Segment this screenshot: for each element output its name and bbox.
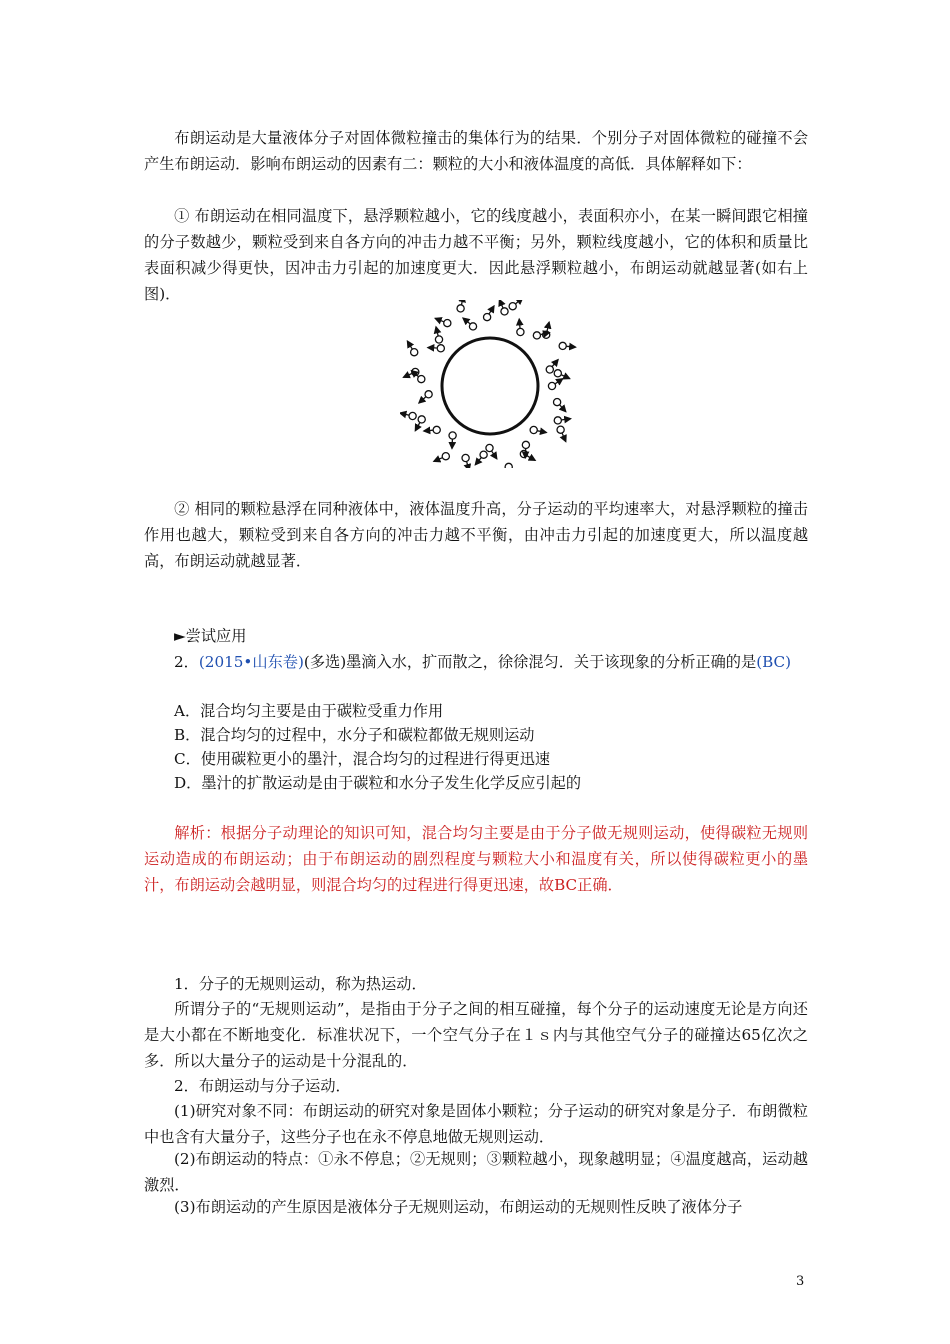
question-answer: (BC) xyxy=(756,653,792,671)
molecule xyxy=(437,345,444,352)
velocity-arrow xyxy=(415,423,419,431)
velocity-arrow xyxy=(462,300,464,305)
molecule xyxy=(425,391,432,398)
velocity-arrow xyxy=(467,462,469,468)
velocity-arrow xyxy=(552,360,558,367)
molecule xyxy=(546,366,553,373)
option-b: B．混合均匀的过程中，水分子和碳粒都做无规则运动 xyxy=(174,726,535,744)
molecule xyxy=(411,349,418,356)
velocity-arrow xyxy=(419,397,426,403)
velocity-arrow xyxy=(403,374,411,378)
molecule xyxy=(559,342,566,349)
molecule xyxy=(484,314,491,321)
velocity-arrow xyxy=(555,379,562,384)
velocity-arrow xyxy=(489,306,494,314)
velocity-arrow xyxy=(492,451,497,459)
paragraph-brownian-cause: 布朗运动是大量液体分子对固体微粒撞击的集体行为的结果．个别分子对固体微粒的碰撞不会产生布朗运动．影响布朗运动的因素有二：颗粒的大小和液体温度的高低．具体解释如下： xyxy=(144,129,808,173)
page-number: 3 xyxy=(796,1274,805,1289)
molecule xyxy=(554,399,561,406)
practice-heading: ►尝试应用 xyxy=(174,627,247,645)
paragraph-particle-size: ① 布朗运动在相同温度下，悬浮颗粒越小，它的线度越小，表面积亦小，在某一瞬间跟它相撞的分子数越少，颗粒受到来自各方向的冲击力越不平衡；另外，颗粒线度越小，它的体积和质量比表面积减少得更快，因冲击力引起的加速度更大．因此悬浮颗粒越小，布朗运动就越显著(如右上图)． xyxy=(144,207,808,303)
paragraph-random-motion: 所谓分子的“无规则运动”，是指由于分子之间的相互碰撞，每个分子的运动速度无论是方向还是大小都在不断地变化．标准状况下，一个空气分子在１ｓ内与其他空气分子的碰撞达65亿次之多．所以大量分子的运动是十分混乱的． xyxy=(144,1000,808,1070)
paragraph-temperature: ② 相同的颗粒悬浮在同种液体中，液体温度升高，分子运动的平均速率大，对悬浮颗粒的撞击作用也越大，颗粒受到来自各方向的冲击力越不平衡，由冲击力引起的加速度更大，所以温度越高，布朗运动就越显著． xyxy=(144,500,808,570)
molecule xyxy=(509,303,516,310)
velocity-arrow xyxy=(562,419,571,420)
paragraph-research-object: (1)研究对象不同：布朗运动的研究对象是固体小颗粒；分子运动的研究对象是分子．布朗微粒中也含有大量分子，这些分子也在永不停息地做无规则运动． xyxy=(144,1102,808,1146)
option-c: C．使用碳粒更小的墨汁，混合均匀的过程进行得更迅速 xyxy=(174,750,551,768)
paragraph-features: (2)布朗运动的特点：①永不停息；②无规则；③颗粒越小，现象越明显；④温度越高，运动越激烈． xyxy=(144,1150,808,1194)
velocity-arrow xyxy=(562,433,566,441)
molecule xyxy=(554,417,561,424)
question-2: 2．(2015•山东卷)(多选)墨滴入水，扩而散之，徐徐混匀．关于该现象的分析正确的是(BC) xyxy=(174,653,792,671)
velocity-arrow xyxy=(538,431,547,433)
large-particle xyxy=(442,338,538,434)
velocity-arrow xyxy=(407,341,412,349)
molecule xyxy=(522,441,529,448)
molecule xyxy=(548,382,555,389)
molecule xyxy=(505,463,512,468)
paragraph-cause: (3)布朗运动的产生原因是液体分子无规则运动，布朗运动的无规则性反映了液体分子 xyxy=(174,1198,743,1216)
velocity-arrow xyxy=(475,458,481,465)
molecule xyxy=(457,305,464,312)
velocity-arrow xyxy=(562,375,570,379)
molecule xyxy=(486,444,493,451)
molecule xyxy=(449,432,456,439)
analysis-text: 解析：根据分子动理论的知识可知，混合均匀主要是由于分子做无规则运动，使得碳粒无规则运动造成的布朗运动；由于布朗运动的剧烈程度与颗粒大小和温度有关，所以使得碳粒更小的墨汁，布朗运动会越明显，则混合均匀的过程进行得更迅速，故BC正确． xyxy=(144,824,808,894)
option-a: A．混合均匀主要是由于碳粒受重力作用 xyxy=(174,702,444,720)
molecule xyxy=(554,370,561,377)
molecule xyxy=(530,426,537,433)
molecule xyxy=(533,332,540,339)
point-2-heading: 2．布朗运动与分子运动． xyxy=(174,1077,351,1095)
question-source: (2015•山东卷) xyxy=(198,653,304,671)
velocity-arrow xyxy=(463,318,470,324)
velocity-arrow xyxy=(435,318,443,321)
brownian-motion-figure xyxy=(400,300,580,468)
velocity-arrow xyxy=(400,413,409,415)
molecule xyxy=(418,416,425,423)
molecule xyxy=(444,320,451,327)
molecule xyxy=(480,451,487,458)
molecule xyxy=(520,450,527,457)
molecule xyxy=(543,331,550,338)
velocity-arrow xyxy=(436,327,438,336)
velocity-arrow xyxy=(424,430,433,431)
molecule xyxy=(501,308,508,315)
option-d: D．墨汁的扩散运动是由于碳粒和水分子发生化学反应引起的 xyxy=(174,774,582,792)
molecule xyxy=(433,426,440,433)
velocity-arrow xyxy=(560,405,566,412)
velocity-arrow xyxy=(519,319,520,328)
molecule xyxy=(442,453,449,460)
velocity-arrow xyxy=(434,458,442,462)
point-1-heading: 1．分子的无规则运动，称为热运动． xyxy=(174,975,427,993)
molecule xyxy=(557,426,564,433)
molecule xyxy=(469,323,476,330)
velocity-arrow xyxy=(516,300,523,304)
molecule xyxy=(517,328,524,335)
molecule xyxy=(418,376,425,383)
velocity-arrow xyxy=(547,322,549,331)
velocity-arrow xyxy=(527,456,535,460)
velocity-arrow xyxy=(567,346,576,347)
velocity-arrow xyxy=(499,300,503,308)
molecule xyxy=(435,336,442,343)
molecule xyxy=(409,412,416,419)
molecule xyxy=(462,454,469,461)
